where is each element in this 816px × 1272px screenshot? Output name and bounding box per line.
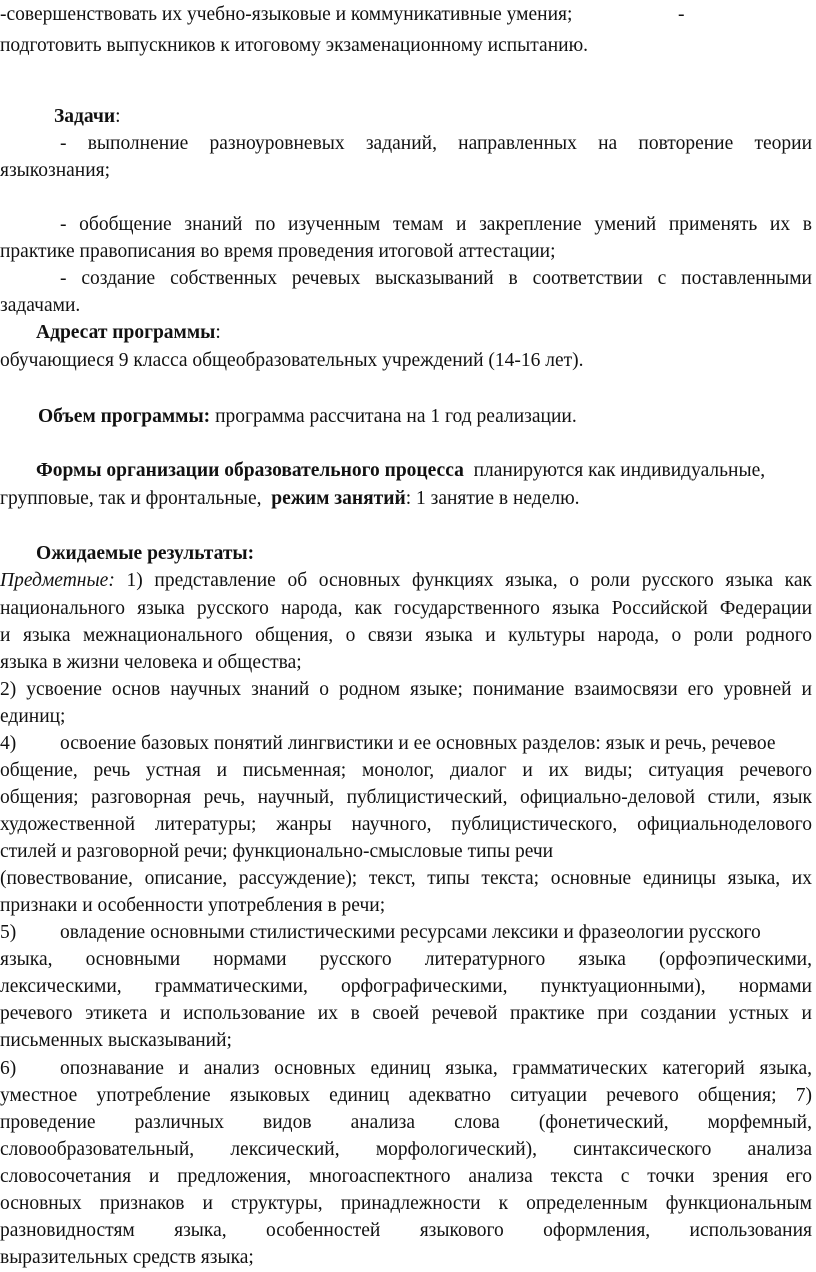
item-6-line: основных признаков и структуры, принадлежности к определенным функциональным (0, 1193, 812, 1214)
goals-line-2: подготовить выпускников к итоговому экзаменационному испытанию. (0, 35, 589, 56)
item-6-line-1 (0, 1056, 812, 1083)
audience-heading (36, 320, 816, 347)
goals-line-1 (0, 2, 812, 29)
volume-heading: Объем программы: (38, 406, 211, 427)
goals-line-1-dash: - (678, 4, 685, 25)
tasks-heading (54, 104, 816, 131)
results-heading: Ожидаемые результаты: (36, 543, 255, 564)
item-4-line: признаки и особенности употребления в речи; (0, 895, 386, 916)
task-1-line-1: - выполнение разноуровневых заданий, направленных на повторение теории (60, 133, 812, 154)
results-line-0 (0, 568, 812, 595)
volume-text: программа рассчитана на 1 год реализации. (210, 406, 577, 427)
item-6-line: выразительных средств языка; (0, 1247, 254, 1268)
item-4-number: 4) (0, 733, 17, 754)
audience-text: обучающиеся 9 класса общеобразовательных учреждений (14-16 лет). (0, 350, 584, 371)
item-5-line: письменных высказываний; (0, 1030, 232, 1051)
item-5-line: языка, основными нормами русского литературного языка (орфоэпическими, (0, 949, 812, 970)
item-4-line: общения; разговорная речь, научный, публицистический, официально-деловой стили, язык (0, 787, 812, 808)
item-5-line: лексическими, грамматическими, орфографическими, пунктуационными), нормами (0, 976, 812, 997)
forms-heading: Формы организации образовательного процесса (36, 460, 464, 481)
results-line-2: и языка межнационального общения, о связи языка и культуры народа, о роли родного (0, 625, 812, 646)
forms-line-2 (0, 486, 812, 513)
task-3-line-1: - создание собственных речевых высказываний в соответствии с поставленными (60, 268, 812, 289)
item-5-line-1-text: овладение основными стилистическими ресурсами лексики и фразеологии русского (60, 922, 761, 943)
volume-line (38, 404, 816, 431)
goals-line-1-text: -совершенствовать их учебно-языковые и коммуникативные умения; (0, 4, 573, 25)
item-6-line: словообразовательный, лексический, морфологический), синтаксического анализа (0, 1139, 812, 1160)
results-line-4: 2) усвоение основ научных знаний о родном языке; понимание взаимосвязи его уровней и (0, 679, 812, 700)
audience-heading-colon: : (215, 322, 221, 343)
item-6-line: словосочетания и предложения, многоаспектного анализа текста с точки зрения его (0, 1166, 812, 1187)
tasks-heading-label: Задачи (54, 106, 116, 127)
item-6-line: уместное употребление языковых единиц адекватно ситуации речевого общения; 7) (0, 1085, 812, 1106)
item-5-number: 5) (0, 922, 17, 943)
item-5-line-1 (0, 920, 812, 947)
results-line-5: единиц; (0, 706, 66, 727)
item-4-line: стилей и разговорной речи; функционально-смысловые типы речи (0, 841, 554, 862)
item-4-line: общение, речь устная и письменная; монолог, диалог и их виды; ситуация речевого (0, 760, 812, 781)
audience-heading-label: Адресат программы (36, 322, 216, 343)
forms-text-1: планируются как индивидуальные, (463, 460, 766, 481)
item-4-line-1 (0, 731, 812, 758)
item-6-line: проведение различных видов анализа слова (фонетический, морфемный, (0, 1112, 812, 1133)
item-6-line: разновидностям языка, особенностей языкового оформления, использования (0, 1220, 812, 1241)
item-6-line-1-text: опознавание и анализ основных единиц языка, грамматических категорий языка, (60, 1058, 812, 1079)
mode-text: : 1 занятие в неделю. (405, 488, 580, 509)
tasks-heading-colon: : (115, 106, 121, 127)
item-4-line-1-text: освоение базовых понятий лингвистики и ее основных разделов: язык и речь, речевое (60, 733, 776, 754)
task-1-line-2: языкознания; (0, 160, 111, 181)
forms-line-1 (36, 458, 812, 485)
item-6-number: 6) (0, 1058, 17, 1079)
forms-text-2: групповые, так и фронтальные, (0, 488, 272, 509)
task-2-line-1: - обобщение знаний по изученным темам и закрепление умений применять их в (60, 214, 812, 235)
item-4-line: (повествование, описание, рассуждение); текст, типы текста; основные единицы языка, их (0, 868, 812, 889)
item-5-line: речевого этикета и использование их в своей речевой практике при создании устных и (0, 1003, 812, 1024)
task-3-line-2: задачами. (0, 295, 81, 316)
subject-label: Предметные: (0, 570, 115, 591)
task-2-line-2: практике правописания во время проведения итоговой аттестации; (0, 241, 556, 262)
mode-heading: режим занятий (271, 488, 406, 509)
item-4-line: художественной литературы; жанры научного, публицистического, официальноделового (0, 814, 812, 835)
results-line-0-text: 1) представление об основных функциях языка, о роли русского языка как (114, 570, 812, 591)
results-line-1: национального языка русского народа, как государственного языка Российской Федерации (0, 598, 812, 619)
results-line-3: языка в жизни человека и общества; (0, 652, 302, 673)
